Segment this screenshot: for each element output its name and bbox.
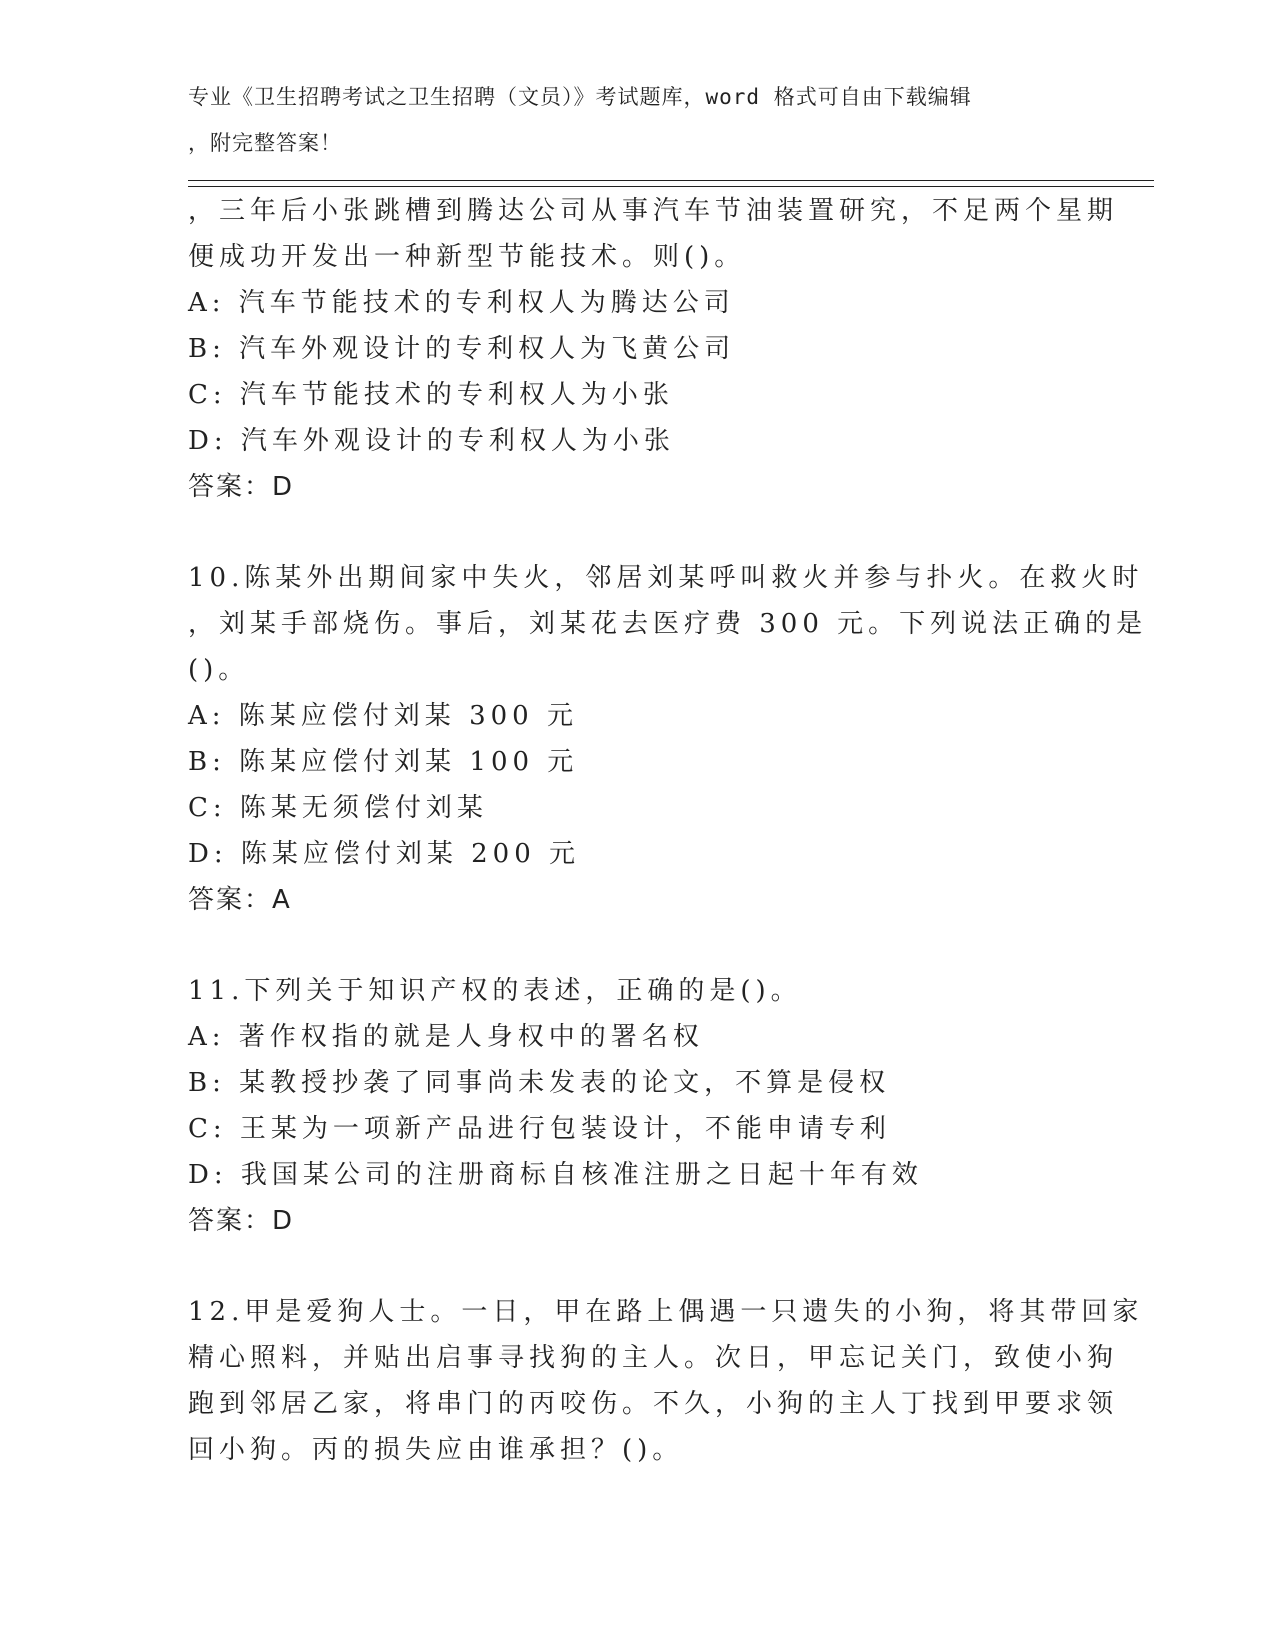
option-c: C: 王某为一项新产品进行包装设计，不能申请专利: [188, 1114, 891, 1144]
option-b: B: 某教授抄袭了同事尚未发表的论文，不算是侵权: [188, 1068, 891, 1098]
question-10: [188, 555, 1148, 923]
option-b: B: 汽车外观设计的专利权人为飞黄公司: [188, 334, 736, 364]
question-text: 回小狗。丙的损失应由谁承担？()。: [188, 1435, 684, 1465]
option-c: C: 汽车节能技术的专利权人为小张: [188, 380, 674, 410]
question-list: [188, 188, 1148, 1473]
option-a: A: 著作权指的就是人身权中的署名权: [188, 1022, 704, 1052]
question-text: 12.甲是爱狗人士。一日，甲在路上偶遇一只遗失的小狗，将其带回家: [188, 1297, 1144, 1327]
option-a: A: 汽车节能技术的专利权人为腾达公司: [188, 288, 735, 318]
answer: 答案：D: [188, 472, 295, 502]
header-line: 专业《卫生招聘考试之卫生招聘（文员）》考试题库，word 格式可自由下载编辑: [188, 85, 972, 109]
option-d: D: 陈某应偿付刘某 200 元: [188, 839, 581, 869]
question-text: ()。: [188, 655, 250, 685]
question-text: 精心照料，并贴出启事寻找狗的主人。次日，甲忘记关门，致使小狗: [188, 1343, 1119, 1373]
question-9: [188, 188, 1119, 510]
header-divider: [188, 180, 1154, 181]
question-11: [188, 968, 1088, 1244]
option-d: D: 汽车外观设计的专利权人为小张: [188, 426, 675, 456]
answer: 答案：A: [188, 885, 292, 915]
option-a: A: 陈某应偿付刘某 300 元: [188, 701, 578, 731]
header-line: ，附完整答案！: [188, 131, 342, 155]
option-b: B: 陈某应偿付刘某 100 元: [188, 747, 579, 777]
option-c: C: 陈某无须偿付刘某: [188, 793, 488, 823]
question-text: ，刘某手部烧伤。事后，刘某花去医疗费 300 元。下列说法正确的是: [188, 609, 1148, 639]
question-12: [188, 1289, 1144, 1473]
option-d: D: 我国某公司的注册商标自核准注册之日起十年有效: [188, 1160, 923, 1190]
header-divider: [188, 186, 1154, 187]
question-text: 11.下列关于知识产权的表述，正确的是()。: [188, 976, 802, 1006]
question-text: 便成功开发出一种新型节能技术。则()。: [188, 242, 746, 272]
document-header: [188, 74, 1068, 166]
question-text: 10.陈某外出期间家中失火，邻居刘某呼叫救火并参与扑火。在救火时: [188, 563, 1144, 593]
question-text: ，三年后小张跳槽到腾达公司从事汽车节油装置研究，不足两个星期: [188, 196, 1119, 226]
answer: 答案：D: [188, 1206, 295, 1236]
question-text: 跑到邻居乙家，将串门的丙咬伤。不久，小狗的主人丁找到甲要求领: [188, 1389, 1119, 1419]
